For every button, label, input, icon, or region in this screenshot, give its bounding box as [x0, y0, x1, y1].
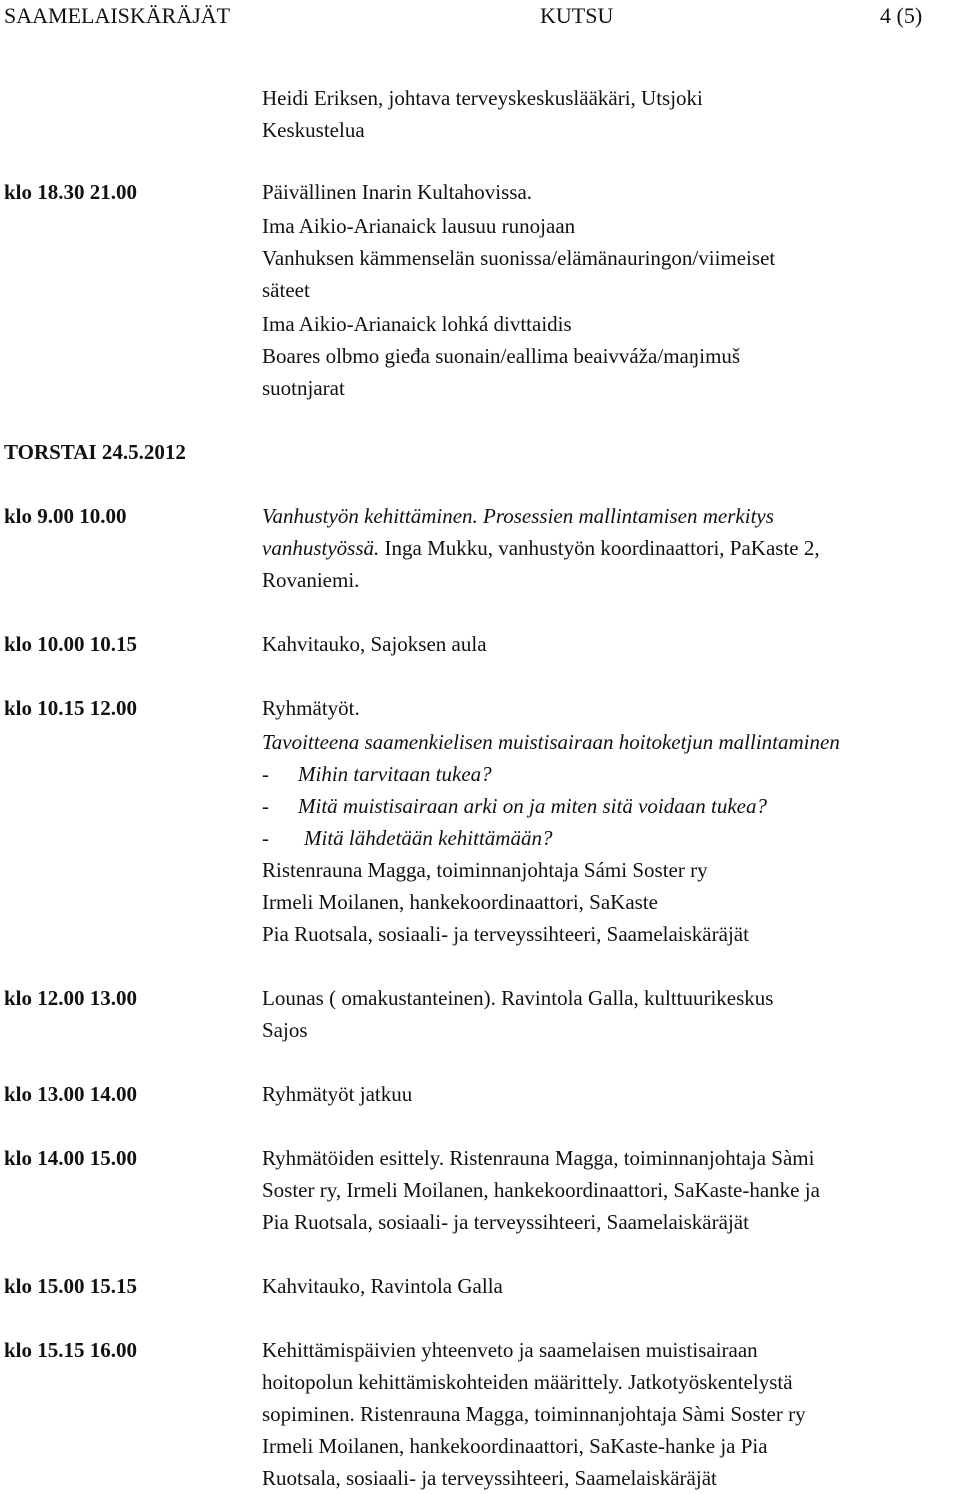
session-time: klo 15.15 16.00 [4, 1338, 138, 1362]
day-title: TORSTAI 24.5.2012 [4, 440, 186, 464]
session-time: klo 14.00 15.00 [4, 1146, 138, 1170]
session-title: Vanhustyön kehittäminen. Prosessien mallintamisen merkitys [262, 504, 774, 528]
evening-line: säteet [262, 278, 310, 302]
header-org: SAAMELAISKÄRÄJÄT [4, 3, 231, 28]
session-line: Soster ry, Irmeli Moilanen, hankekoordinaattori, SaKaste-hanke ja [262, 1178, 820, 1202]
session-line: Lounas ( omakustanteinen). Ravintola Galla, kulttuurikeskus [262, 986, 774, 1010]
evening-discussion: Keskustelua [262, 118, 365, 142]
session-line [262, 532, 820, 564]
session-time: klo 10.00 10.15 [4, 632, 138, 656]
evening-time: klo 18.30 21.00 [4, 180, 138, 204]
evening-line: Vanhuksen kämmenselän suonissa/elämänauringon/viimeiset [262, 246, 776, 270]
evening-line: Ima Aikio-Arianaick lausuu runojaan [262, 214, 576, 238]
session-text: Kahvitauko, Sajoksen aula [262, 632, 487, 656]
session-line: Ruotsala, sosiaali- ja terveyssihteeri, Saamelaiskäräjät [262, 1466, 717, 1490]
evening-speaker: Heidi Eriksen, johtava terveyskeskuslääkäri, Utsjoki [262, 86, 703, 110]
session-person: Pia Ruotsala, sosiaali- ja terveyssihteeri, Saamelaiskäräjät [262, 922, 749, 946]
session-person: Irmeli Moilanen, hankekoordinaattori, SaKaste [262, 890, 658, 914]
session-goal: Tavoitteena saamenkielisen muistisairaan hoitoketjun mallintaminen [262, 730, 840, 754]
bullet-text: Mihin tarvitaan tukea? [298, 762, 492, 786]
bullet-item [262, 758, 492, 790]
session-time: klo 10.15 12.00 [4, 696, 138, 720]
header-page-number: 4 (5) [880, 3, 923, 28]
session-line: hoitopolun kehittämiskohteiden määrittely. Jatkotyöskentelystä [262, 1370, 793, 1394]
bullet-text: Mitä lähdetään kehittämään? [304, 826, 553, 850]
session-text: Ryhmätyöt jatkuu [262, 1082, 413, 1106]
session-title: Ryhmätyöt. [262, 696, 360, 720]
evening-line: suotnjarat [262, 376, 345, 400]
session-time: klo 15.00 15.15 [4, 1274, 138, 1298]
session-line: Rovaniemi. [262, 568, 360, 592]
bullet-dash: - [262, 794, 269, 818]
session-line: Pia Ruotsala, sosiaali- ja terveyssihteeri, Saamelaiskäräjät [262, 1210, 749, 1234]
session-line: Sajos [262, 1018, 308, 1042]
session-text: Kahvitauko, Ravintola Galla [262, 1274, 503, 1298]
session-time: klo 12.00 13.00 [4, 986, 138, 1010]
header-doc-type: KUTSU [540, 3, 614, 28]
evening-line: Boares olbmo gieđa suonain/eallima beaivváža/maŋimuš [262, 344, 741, 368]
evening-line: Päivällinen Inarin Kultahovissa. [262, 180, 533, 204]
session-time: klo 9.00 10.00 [4, 504, 127, 528]
session-speaker: Inga Mukku, vanhustyön koordinaattori, PaKaste 2, [379, 536, 820, 560]
bullet-text: Mitä muistisairaan arki on ja miten sitä voidaan tukea? [298, 794, 767, 818]
session-line: sopiminen. Ristenrauna Magga, toiminnanjohtaja Sàmi Soster ry [262, 1402, 806, 1426]
bullet-item [262, 790, 767, 822]
session-line: Kehittämispäivien yhteenveto ja saamelaisen muistisairaan [262, 1338, 758, 1362]
session-title-cont: vanhustyössä. [262, 536, 380, 560]
bullet-item [262, 822, 553, 854]
bullet-dash: - [262, 762, 269, 786]
session-time: klo 13.00 14.00 [4, 1082, 138, 1106]
session-person: Ristenrauna Magga, toiminnanjohtaja Sámi Soster ry [262, 858, 708, 882]
session-line: Ryhmätöiden esittely. Ristenrauna Magga, toiminnanjohtaja Sàmi [262, 1146, 815, 1170]
session-line: Irmeli Moilanen, hankekoordinaattori, SaKaste-hanke ja Pia [262, 1434, 768, 1458]
bullet-dash: - [262, 826, 269, 850]
evening-line: Ima Aikio-Arianaick lohká divttaidis [262, 312, 572, 336]
